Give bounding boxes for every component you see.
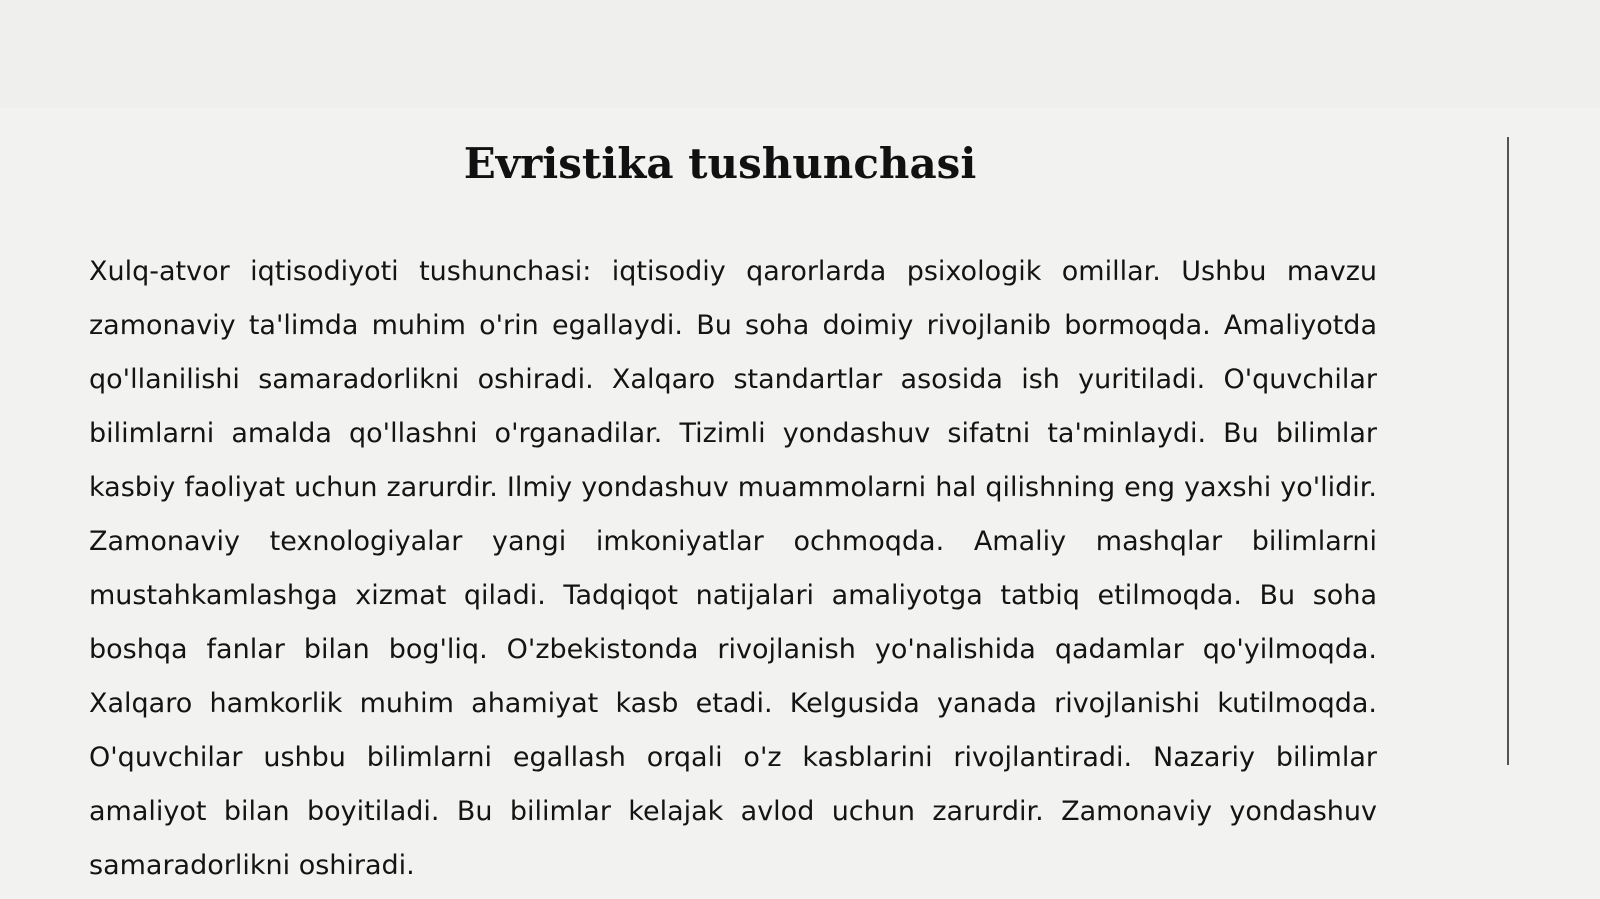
slide-body-text: Xulq-atvor iqtisodiyoti tushunchasi: iqtisodiy qarorlarda psixologik omillar. Ushbu mavzu zamonaviy ta'limda muhim o'rin egallaydi. Bu soha doimiy rivojlanib bormoqda. Amaliyotda qo'llanilishi samaradorlikni oshiradi. Xalqaro standartlar asosida ish yuritiladi. O'quvchilar bilimlarni amalda qo'llashni o'rganadilar. Tizimli yondashuv sifatni ta'minlaydi. Bu bilimlar kasbiy faoliyat uchun zarurdir. Ilmiy yondashuv muammolarni hal qilishning eng yaxshi yo'lidir. Zamonaviy texnologiyalar yangi imkoniyatlar ochmoqda. Amaliy mashqlar bilimlarni mustahkamlashga xizmat qiladi. Tadqiqot natijalari amaliyotga tatbiq etilmoqda. Bu soha boshqa fanlar bilan bog'liq. O'zbekistonda rivojlanish yo'nalishida qadamlar qo'yilmoqda. Xalqaro hamkorlik muhim ahamiyat kasb etadi. Kelgusida yanada rivojlanishi kutilmoqda. O'quvchilar ushbu bilimlarni egallash orqali o'z kasblarini rivojlantiradi. Nazariy bilimlar amaliyot bilan boyitiladi. Bu bilimlar kelajak avlod uchun zarurdir. Zamonaviy yondashuv samaradorlikni oshiradi.	[89, 256, 1377, 881]
slide-title: Evristika tushunchasi	[463, 139, 977, 189]
vertical-divider	[1507, 137, 1509, 765]
slide-top-band	[0, 0, 1600, 108]
